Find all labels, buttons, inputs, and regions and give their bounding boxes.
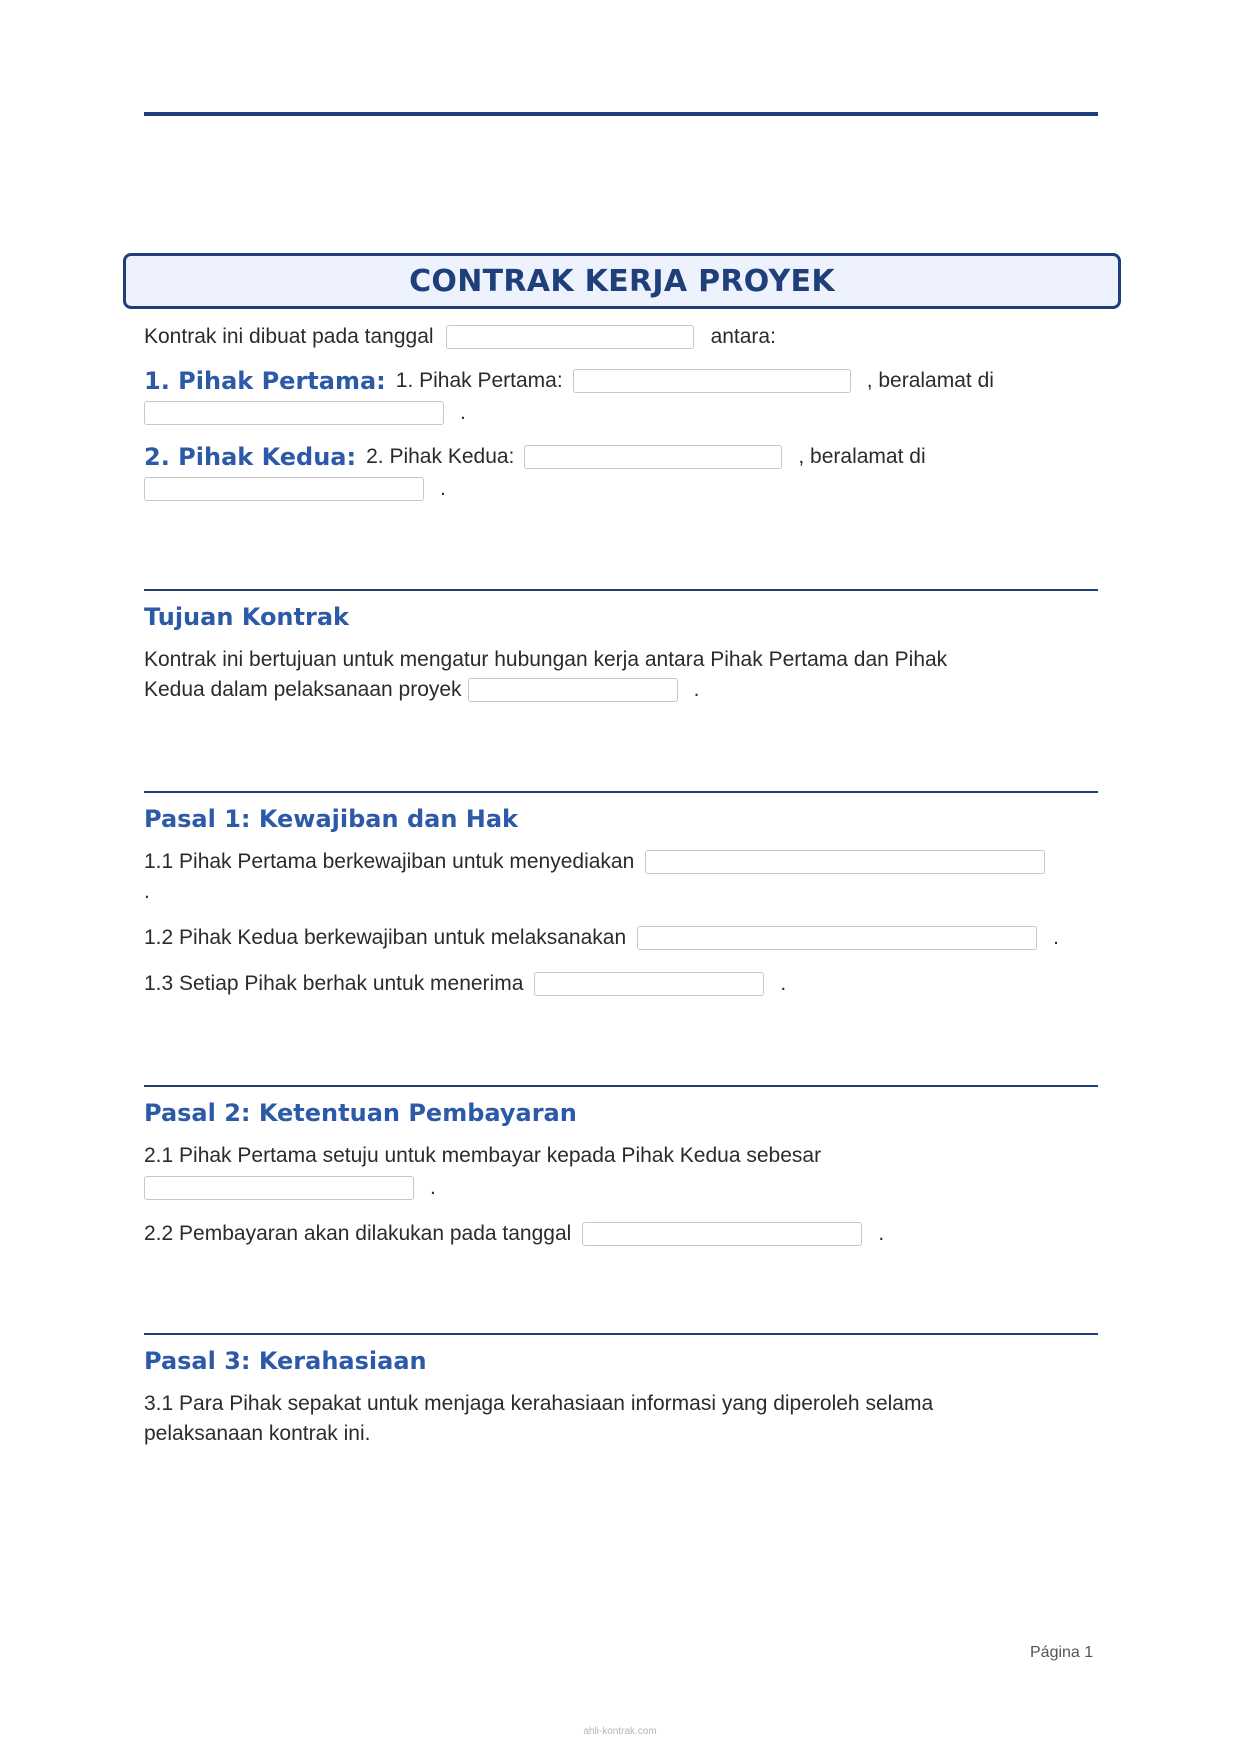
- provide-field[interactable]: [645, 850, 1045, 874]
- party2-field-label: 2. Pihak Kedua:: [366, 445, 515, 468]
- pasal1-item3-period: .: [780, 972, 787, 995]
- footer-watermark: ahli-kontrak.com: [583, 1726, 657, 1737]
- party1-field-label: 1. Pihak Pertama:: [395, 369, 563, 392]
- pasal1-item2: [144, 923, 1059, 953]
- pasal1-item2-text: 1.2 Pihak Kedua berkewajiban untuk melaksanakan: [144, 926, 627, 949]
- pasal3-heading: Pasal 3: Kerahasiaan: [144, 1347, 427, 1375]
- pasal1-heading: Pasal 1: Kewajiban dan Hak: [144, 805, 519, 833]
- project-field[interactable]: [468, 678, 678, 702]
- party2-label: 2. Pihak Kedua:: [144, 443, 357, 471]
- page-number: Página 1: [1030, 1644, 1094, 1661]
- pasal2-item2-period: .: [878, 1222, 885, 1245]
- purpose-heading: Tujuan Kontrak: [144, 603, 349, 631]
- title-box: [123, 253, 1121, 309]
- party2-name-field[interactable]: [524, 445, 782, 469]
- party1-address-line: [144, 398, 466, 428]
- pasal1-item1-period: .: [144, 880, 150, 903]
- intro-text: Kontrak ini dibuat pada tanggal: [144, 325, 434, 348]
- pasal1-item1: [144, 847, 1045, 877]
- party2-period: .: [440, 477, 446, 500]
- party1-label: 1. Pihak Pertama:: [144, 367, 386, 395]
- party2-address-text: , beralamat di: [798, 445, 926, 468]
- pasal3-text2: pelaksanaan kontrak ini.: [144, 1422, 371, 1445]
- date-field[interactable]: [446, 325, 694, 349]
- section-divider: [144, 1333, 1098, 1335]
- section-divider: [144, 589, 1098, 591]
- payment-date-field[interactable]: [582, 1222, 862, 1246]
- purpose-period: .: [693, 678, 700, 701]
- intro-after: antara:: [710, 325, 776, 348]
- party2-line: [144, 442, 926, 472]
- intro-line: [144, 322, 776, 352]
- pasal1-item1-text: 1.1 Pihak Pertama berkewajiban untuk menyediakan: [144, 850, 635, 873]
- party2-address-field[interactable]: [144, 477, 424, 501]
- amount-field[interactable]: [144, 1176, 414, 1200]
- party2-address-line: [144, 474, 446, 504]
- pasal2-item2: [144, 1219, 884, 1249]
- pasal2-item1: [144, 1141, 821, 1171]
- pasal3-line1: [144, 1389, 933, 1419]
- party1-line: [144, 366, 994, 396]
- pasal3-line2: [144, 1419, 370, 1449]
- purpose-line1: [144, 645, 947, 675]
- execute-field[interactable]: [637, 926, 1037, 950]
- header-rule: [144, 112, 1098, 116]
- purpose-text1: Kontrak ini bertujuan untuk mengatur hubungan kerja antara Pihak Pertama dan Pihak: [144, 648, 948, 671]
- pasal2-item1-text: 2.1 Pihak Pertama setuju untuk membayar kepada Pihak Kedua sebesar: [144, 1144, 822, 1167]
- pasal1-item3-text: 1.3 Setiap Pihak berhak untuk menerima: [144, 972, 524, 995]
- pasal1-item3: [144, 969, 786, 999]
- pasal2-item2-text: 2.2 Pembayaran akan dilakukan pada tanggal: [144, 1222, 572, 1245]
- purpose-text2: Kedua dalam pelaksanaan proyek: [144, 678, 462, 701]
- pasal2-item1-field-line: [144, 1173, 436, 1203]
- pasal2-item1-period: .: [430, 1176, 436, 1199]
- section-divider: [144, 791, 1098, 793]
- section-divider: [144, 1085, 1098, 1087]
- receive-field[interactable]: [534, 972, 764, 996]
- document-title: CONTRAK KERJA PROYEK: [409, 263, 835, 299]
- pasal1-item2-period: .: [1053, 926, 1059, 949]
- party1-period: .: [460, 401, 466, 424]
- pasal3-text1: 3.1 Para Pihak sepakat untuk menjaga kerahasiaan informasi yang diperoleh selama: [144, 1392, 934, 1415]
- purpose-line2: [144, 675, 699, 705]
- pasal2-heading: Pasal 2: Ketentuan Pembayaran: [144, 1099, 577, 1127]
- party1-address-field[interactable]: [144, 401, 444, 425]
- pasal1-item1-end: [144, 877, 150, 907]
- party1-address-text: , beralamat di: [866, 369, 994, 392]
- party1-name-field[interactable]: [573, 369, 851, 393]
